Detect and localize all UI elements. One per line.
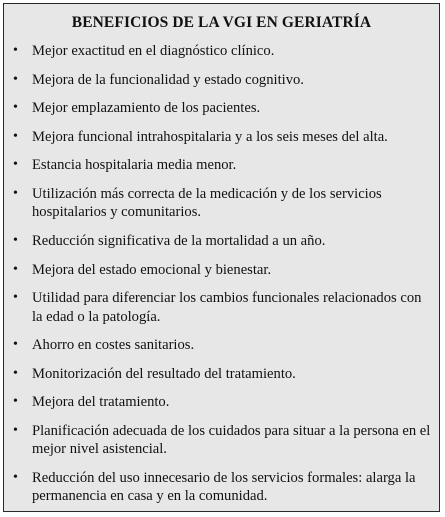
list-item-text: Reducción del uso innecesario de los servicios formales: alarga la permanencia en casa y en la comunidad. <box>32 469 416 505</box>
bullet-icon: • <box>13 365 18 381</box>
list-item-text: Monitorización del resultado del tratamiento. <box>32 365 296 382</box>
list-item <box>4 185 439 222</box>
bullet-icon: • <box>13 232 18 248</box>
list-item-text: Mejor exactitud en el diagnóstico clínico. <box>32 43 275 59</box>
bullet-icon: • <box>13 157 18 173</box>
list-item <box>4 42 439 60</box>
bullet-icon: • <box>13 100 18 116</box>
list-item-text: Mejora del tratamiento. <box>32 394 170 411</box>
bullet-icon: • <box>13 128 18 144</box>
list-item <box>4 365 439 383</box>
list-item-text: Mejor emplazamiento de los pacientes. <box>32 100 261 117</box>
benefits-list <box>4 42 439 516</box>
list-item <box>4 156 439 174</box>
list-item-text: Mejora funcional intrahospitalaria y a los seis meses del alta. <box>32 128 388 145</box>
bullet-icon: • <box>13 469 18 485</box>
bullet-icon: • <box>13 43 18 58</box>
list-item <box>4 261 439 279</box>
list-item-text: Mejora del estado emocional y bienestar. <box>32 261 272 278</box>
list-item-text: Utilización más correcta de la medicación y de los servicios hospitalarios y comunitarios. <box>32 185 382 221</box>
list-item <box>4 393 439 411</box>
list-item <box>4 469 439 506</box>
list-item <box>4 289 439 326</box>
bullet-icon: • <box>13 261 18 277</box>
benefits-box <box>3 3 440 512</box>
list-item <box>4 99 439 117</box>
bullet-icon: • <box>13 185 18 201</box>
list-item <box>4 232 439 250</box>
list-item-text: Estancia hospitalaria media menor. <box>32 157 237 174</box>
list-item-text: Ahorro en costes sanitarios. <box>32 337 195 354</box>
list-item-text: Reducción significativa de la mortalidad a un año. <box>32 232 326 249</box>
bullet-icon: • <box>13 71 18 87</box>
list-item <box>4 336 439 354</box>
list-item-text: Planificación adecuada de los cuidados para situar a la persona en el mejor nivel asistencial. <box>32 422 431 458</box>
box-title: BENEFICIOS DE LA VGI EN GERIATRÍA <box>71 14 372 31</box>
bullet-icon: • <box>13 422 18 438</box>
list-item <box>4 128 439 146</box>
list-item <box>4 71 439 89</box>
list-item-text: Utilidad para diferenciar los cambios funcionales relacionados con la edad o la patología. <box>32 290 422 325</box>
list-item <box>4 422 439 459</box>
list-item-text: Mejora de la funcionalidad y estado cognitivo. <box>32 71 304 88</box>
bullet-icon: • <box>13 394 18 410</box>
bullet-icon: • <box>13 290 18 306</box>
bullet-icon: • <box>13 337 18 353</box>
